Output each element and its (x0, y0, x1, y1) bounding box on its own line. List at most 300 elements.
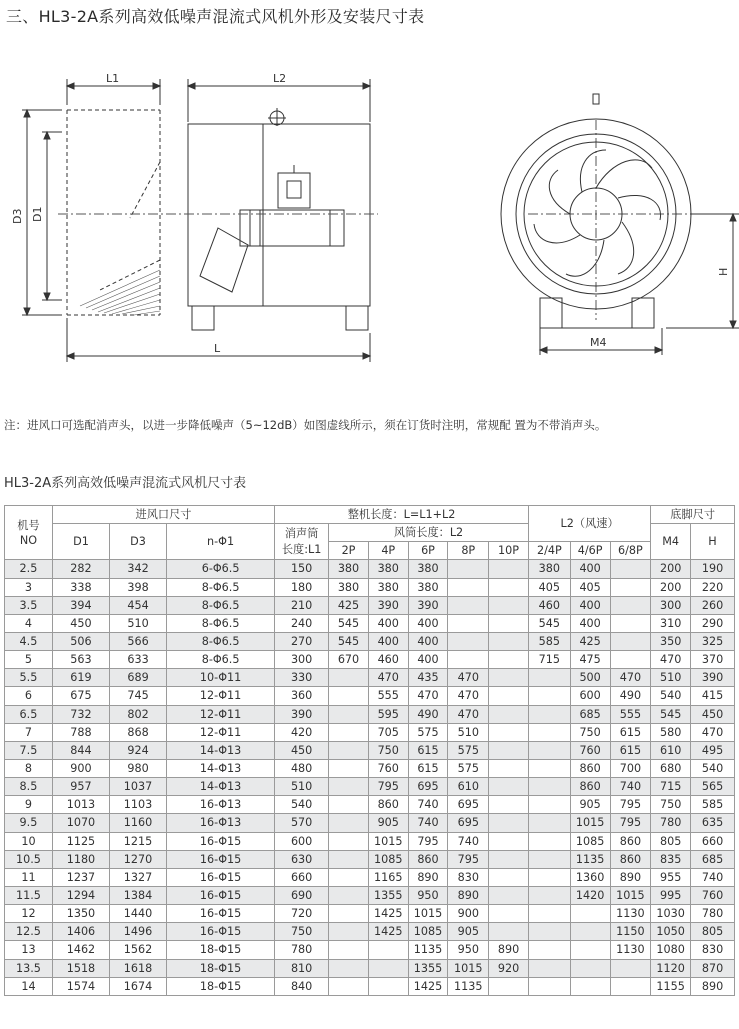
table-cell: 685 (570, 705, 610, 723)
table-cell: 1165 (368, 868, 408, 886)
table-cell: 555 (368, 687, 408, 705)
table-cell: 12-Φ11 (167, 687, 275, 705)
table-cell: 13 (5, 941, 53, 959)
table-cell: 860 (610, 850, 651, 868)
table-cell: 1462 (52, 941, 109, 959)
table-cell: 14-Φ13 (167, 741, 275, 759)
table-cell (329, 941, 369, 959)
table-cell: 380 (329, 578, 369, 596)
table-cell: 835 (651, 850, 691, 868)
table-row (5, 560, 735, 578)
table-cell: 905 (570, 796, 610, 814)
header-n-phi1: n-Φ1 (167, 524, 275, 560)
label-m4: M4 (590, 336, 607, 349)
table-cell (528, 669, 570, 687)
table-cell (448, 596, 489, 614)
table-cell: 695 (408, 778, 448, 796)
table-cell: 750 (368, 741, 408, 759)
header-2p: 2P (329, 542, 369, 560)
table-cell: 795 (610, 796, 651, 814)
table-cell (610, 578, 651, 596)
fan-outline-drawing (0, 50, 739, 370)
table-cell: 4.5 (5, 632, 53, 650)
table-cell (448, 578, 489, 596)
header-l2-speed: L2（风速） (528, 506, 650, 542)
table-cell: 830 (448, 868, 489, 886)
table-cell (528, 832, 570, 850)
table-cell (329, 868, 369, 886)
table-cell: 1120 (651, 959, 691, 977)
table-cell: 330 (275, 669, 329, 687)
header-d3: D3 (109, 524, 166, 560)
table-cell: 675 (52, 687, 109, 705)
table-cell: 390 (408, 596, 448, 614)
table-cell: 470 (691, 723, 735, 741)
table-cell: 840 (275, 977, 329, 995)
table-cell (489, 832, 529, 850)
table-cell (528, 905, 570, 923)
table-cell: 1085 (368, 850, 408, 868)
table-cell (329, 977, 369, 995)
table-cell: 240 (275, 614, 329, 632)
table-cell (489, 669, 529, 687)
table-cell: 1050 (651, 923, 691, 941)
table-cell (489, 578, 529, 596)
table-cell: 506 (52, 632, 109, 650)
table-cell: 470 (368, 669, 408, 687)
table-cell: 760 (570, 741, 610, 759)
note-text: 注：进风口可选配消声头，以进一步降低噪声（5~12dB）如图虚线所示，须在订货时注明，常规配 置为不带消声头。 (4, 418, 607, 432)
table-cell: 805 (651, 832, 691, 850)
table-cell: 570 (275, 814, 329, 832)
table-cell (329, 959, 369, 977)
table-cell: 380 (408, 578, 448, 596)
table-cell: 905 (448, 923, 489, 941)
table-cell (528, 759, 570, 777)
table-cell: 1155 (651, 977, 691, 995)
table-row (5, 759, 735, 777)
table-cell: 1130 (610, 905, 651, 923)
table-cell: 7 (5, 723, 53, 741)
table-cell: 795 (448, 850, 489, 868)
table-cell (489, 723, 529, 741)
table-cell: 780 (275, 941, 329, 959)
table-cell: 405 (528, 578, 570, 596)
table-cell: 1360 (570, 868, 610, 886)
page-heading: 三、HL3-2A系列高效低噪声混流式风机外形及安装尺寸表 (6, 7, 425, 26)
table-cell: 14-Φ13 (167, 759, 275, 777)
table-cell: 400 (368, 632, 408, 650)
table-cell: 780 (651, 814, 691, 832)
table-cell (489, 905, 529, 923)
table-cell (528, 814, 570, 832)
table-cell: 1070 (52, 814, 109, 832)
table-cell: 150 (275, 560, 329, 578)
table-cell: 924 (109, 741, 166, 759)
table-cell: 370 (691, 651, 735, 669)
table-cell: 575 (448, 759, 489, 777)
table-cell: 11.5 (5, 886, 53, 904)
table-cell: 394 (52, 596, 109, 614)
table-cell: 400 (408, 632, 448, 650)
table-cell (570, 959, 610, 977)
table-cell (368, 959, 408, 977)
table-cell: 890 (610, 868, 651, 886)
table-cell (489, 741, 529, 759)
table-cell: 210 (275, 596, 329, 614)
table-cell: 720 (275, 905, 329, 923)
table-cell: 390 (368, 596, 408, 614)
table-cell: 360 (275, 687, 329, 705)
table-cell: 200 (651, 560, 691, 578)
table-cell (448, 632, 489, 650)
table-cell: 450 (52, 614, 109, 632)
table-cell: 1130 (610, 941, 651, 959)
table-cell: 660 (691, 832, 735, 850)
table-cell (570, 941, 610, 959)
table-cell: 380 (368, 578, 408, 596)
table-cell: 8-Φ6.5 (167, 651, 275, 669)
header-total-length: 整机长度：L=L1+L2 (275, 506, 529, 524)
table-cell: 495 (691, 741, 735, 759)
table-cell: 995 (651, 886, 691, 904)
table-cell: 1015 (368, 832, 408, 850)
label-d1: D1 (31, 206, 44, 222)
table-cell (610, 560, 651, 578)
table-cell: 802 (109, 705, 166, 723)
table-cell: 1294 (52, 886, 109, 904)
table-row (5, 614, 735, 632)
table-cell: 732 (52, 705, 109, 723)
table-cell: 1135 (408, 941, 448, 959)
table-cell: 670 (329, 651, 369, 669)
table-cell: 760 (691, 886, 735, 904)
table-cell (610, 596, 651, 614)
table-cell: 8-Φ6.5 (167, 596, 275, 614)
table-cell: 1355 (368, 886, 408, 904)
table-cell (329, 741, 369, 759)
table-cell: 5.5 (5, 669, 53, 687)
table-cell (489, 923, 529, 941)
table-cell: 635 (691, 814, 735, 832)
table-cell: 900 (448, 905, 489, 923)
table-cell: 450 (691, 705, 735, 723)
header-10p: 10P (489, 542, 529, 560)
table-cell: 600 (570, 687, 610, 705)
table-cell: 325 (691, 632, 735, 650)
table-cell: 260 (691, 596, 735, 614)
table-cell: 920 (489, 959, 529, 977)
table-cell: 282 (52, 560, 109, 578)
table-row (5, 723, 735, 741)
table-cell: 8 (5, 759, 53, 777)
table-cell: 8-Φ6.5 (167, 578, 275, 596)
header-4p: 4P (368, 542, 408, 560)
table-body (5, 560, 735, 995)
table-cell: 400 (408, 651, 448, 669)
label-l2: L2 (273, 72, 287, 85)
table-cell: 1037 (109, 778, 166, 796)
table-cell (448, 651, 489, 669)
table-cell: 380 (528, 560, 570, 578)
table-cell: 563 (52, 651, 109, 669)
table-cell: 12 (5, 905, 53, 923)
table-cell: 470 (610, 669, 651, 687)
table-cell: 450 (275, 741, 329, 759)
table-cell: 270 (275, 632, 329, 650)
table-cell (489, 977, 529, 995)
table-cell: 585 (691, 796, 735, 814)
table-cell: 400 (570, 614, 610, 632)
table-cell: 1015 (448, 959, 489, 977)
table-row (5, 651, 735, 669)
table-cell: 12-Φ11 (167, 705, 275, 723)
table-cell: 890 (691, 977, 735, 995)
table-cell: 615 (408, 759, 448, 777)
header-inlet: 进风口尺寸 (52, 506, 274, 524)
table-cell: 715 (528, 651, 570, 669)
header-d1: D1 (52, 524, 109, 560)
table-row (5, 959, 735, 977)
table-cell: 788 (52, 723, 109, 741)
header-h: H (691, 524, 735, 560)
table-cell: 290 (691, 614, 735, 632)
table-cell: 1135 (570, 850, 610, 868)
table-cell: 220 (691, 578, 735, 596)
table-cell: 10-Φ11 (167, 669, 275, 687)
table-cell: 890 (408, 868, 448, 886)
table-cell: 870 (691, 959, 735, 977)
table-row (5, 741, 735, 759)
table-cell: 425 (329, 596, 369, 614)
table-row (5, 923, 735, 941)
table-cell: 810 (275, 959, 329, 977)
table-cell: 1135 (448, 977, 489, 995)
table-cell: 1562 (109, 941, 166, 959)
table-cell: 14-Φ13 (167, 778, 275, 796)
table-cell: 795 (368, 778, 408, 796)
table-cell: 6.5 (5, 705, 53, 723)
table-cell: 540 (651, 687, 691, 705)
table-cell: 1013 (52, 796, 109, 814)
table-cell: 338 (52, 578, 109, 596)
table-cell: 610 (448, 778, 489, 796)
table-cell: 575 (408, 723, 448, 741)
table-cell: 1425 (368, 923, 408, 941)
table-cell: 16-Φ15 (167, 923, 275, 941)
table-cell: 425 (570, 632, 610, 650)
table-cell: 12-Φ11 (167, 723, 275, 741)
table-row (5, 669, 735, 687)
table-cell (489, 778, 529, 796)
table-cell (489, 814, 529, 832)
table-cell: 950 (408, 886, 448, 904)
table-cell: 18-Φ15 (167, 977, 275, 995)
table-cell: 575 (448, 741, 489, 759)
table-cell (610, 977, 651, 995)
table-cell: 470 (408, 687, 448, 705)
table-cell: 510 (448, 723, 489, 741)
table-cell: 390 (691, 669, 735, 687)
table-cell: 415 (691, 687, 735, 705)
table-cell (329, 886, 369, 904)
table-cell: 740 (691, 868, 735, 886)
table-cell: 460 (368, 651, 408, 669)
table-cell: 6-Φ6.5 (167, 560, 275, 578)
header-6-8p: 6/8P (610, 542, 651, 560)
table-cell: 16-Φ15 (167, 832, 275, 850)
table-cell: 745 (109, 687, 166, 705)
table-cell: 860 (408, 850, 448, 868)
table-row (5, 905, 735, 923)
table-cell (528, 687, 570, 705)
table-cell: 9.5 (5, 814, 53, 832)
table-cell (528, 941, 570, 959)
table-cell: 565 (691, 778, 735, 796)
table-cell: 615 (408, 741, 448, 759)
table-cell: 490 (610, 687, 651, 705)
table-cell: 595 (368, 705, 408, 723)
table-row (5, 868, 735, 886)
table-cell (329, 923, 369, 941)
table-cell: 860 (570, 759, 610, 777)
table-cell: 705 (368, 723, 408, 741)
table-cell: 545 (329, 632, 369, 650)
table-cell: 13.5 (5, 959, 53, 977)
table-cell (528, 796, 570, 814)
table-cell: 16-Φ15 (167, 850, 275, 868)
table-cell: 3.5 (5, 596, 53, 614)
table-cell: 540 (691, 759, 735, 777)
table-cell: 844 (52, 741, 109, 759)
table-cell: 540 (275, 796, 329, 814)
table-cell: 398 (109, 578, 166, 596)
table-cell: 190 (691, 560, 735, 578)
table-cell (528, 868, 570, 886)
table-cell: 830 (691, 941, 735, 959)
table-cell: 890 (489, 941, 529, 959)
table-cell: 1103 (109, 796, 166, 814)
table-cell: 740 (448, 832, 489, 850)
table-cell: 545 (528, 614, 570, 632)
table-cell (329, 796, 369, 814)
table-cell: 1425 (368, 905, 408, 923)
table-cell: 10 (5, 832, 53, 850)
label-l1: L1 (106, 72, 120, 85)
table-cell: 10.5 (5, 850, 53, 868)
table-cell: 1425 (408, 977, 448, 995)
table-cell: 180 (275, 578, 329, 596)
table-cell (329, 814, 369, 832)
table-cell: 470 (651, 651, 691, 669)
table-cell: 695 (448, 796, 489, 814)
table-cell: 685 (691, 850, 735, 868)
table-row (5, 705, 735, 723)
table-cell: 16-Φ15 (167, 905, 275, 923)
table-cell: 12.5 (5, 923, 53, 941)
table-cell: 400 (570, 596, 610, 614)
table-cell: 390 (275, 705, 329, 723)
header-2-4p: 2/4P (528, 542, 570, 560)
table-cell: 1215 (109, 832, 166, 850)
table-cell (528, 778, 570, 796)
table-cell (329, 832, 369, 850)
table-cell: 980 (109, 759, 166, 777)
table-cell: 8-Φ6.5 (167, 632, 275, 650)
header-m4: M4 (651, 524, 691, 560)
table-cell (610, 632, 651, 650)
table-cell (329, 687, 369, 705)
table-cell: 510 (109, 614, 166, 632)
table-cell: 1150 (610, 923, 651, 941)
table-cell: 8-Φ6.5 (167, 614, 275, 632)
table-cell: 16-Φ15 (167, 886, 275, 904)
table-cell: 18-Φ15 (167, 959, 275, 977)
table-cell: 545 (329, 614, 369, 632)
table-cell: 740 (408, 814, 448, 832)
table-cell (528, 923, 570, 941)
table-cell: 680 (651, 759, 691, 777)
table-cell: 1355 (408, 959, 448, 977)
table-cell: 860 (570, 778, 610, 796)
table-cell: 510 (275, 778, 329, 796)
table-cell (329, 850, 369, 868)
table-cell (528, 723, 570, 741)
table-cell (489, 560, 529, 578)
table-cell: 1085 (570, 832, 610, 850)
table-cell (448, 614, 489, 632)
table-cell: 715 (651, 778, 691, 796)
table-cell: 4 (5, 614, 53, 632)
table-cell (570, 977, 610, 995)
table-cell: 750 (651, 796, 691, 814)
table-cell: 1618 (109, 959, 166, 977)
table-cell: 750 (275, 923, 329, 941)
table-cell (368, 941, 408, 959)
table-cell: 490 (408, 705, 448, 723)
table-cell: 860 (368, 796, 408, 814)
table-cell: 695 (448, 814, 489, 832)
table-cell: 860 (610, 832, 651, 850)
table-cell: 300 (275, 651, 329, 669)
label-l: L (214, 342, 221, 355)
table-row (5, 596, 735, 614)
table-row (5, 977, 735, 995)
table-cell (489, 614, 529, 632)
table-cell: 580 (651, 723, 691, 741)
table-cell: 1406 (52, 923, 109, 941)
table-cell (489, 850, 529, 868)
table-cell: 16-Φ13 (167, 796, 275, 814)
table-cell: 1015 (408, 905, 448, 923)
dimension-table (4, 505, 735, 996)
table-cell (489, 687, 529, 705)
table-cell: 1015 (570, 814, 610, 832)
table-cell (570, 923, 610, 941)
table-cell: 8.5 (5, 778, 53, 796)
table-cell: 610 (651, 741, 691, 759)
table-row (5, 886, 735, 904)
table-row (5, 941, 735, 959)
table-cell: 555 (610, 705, 651, 723)
table-cell (448, 560, 489, 578)
table-cell: 1574 (52, 977, 109, 995)
table-cell: 480 (275, 759, 329, 777)
table-cell: 905 (368, 814, 408, 832)
table-cell: 1420 (570, 886, 610, 904)
table-cell: 1496 (109, 923, 166, 941)
table-cell (489, 886, 529, 904)
